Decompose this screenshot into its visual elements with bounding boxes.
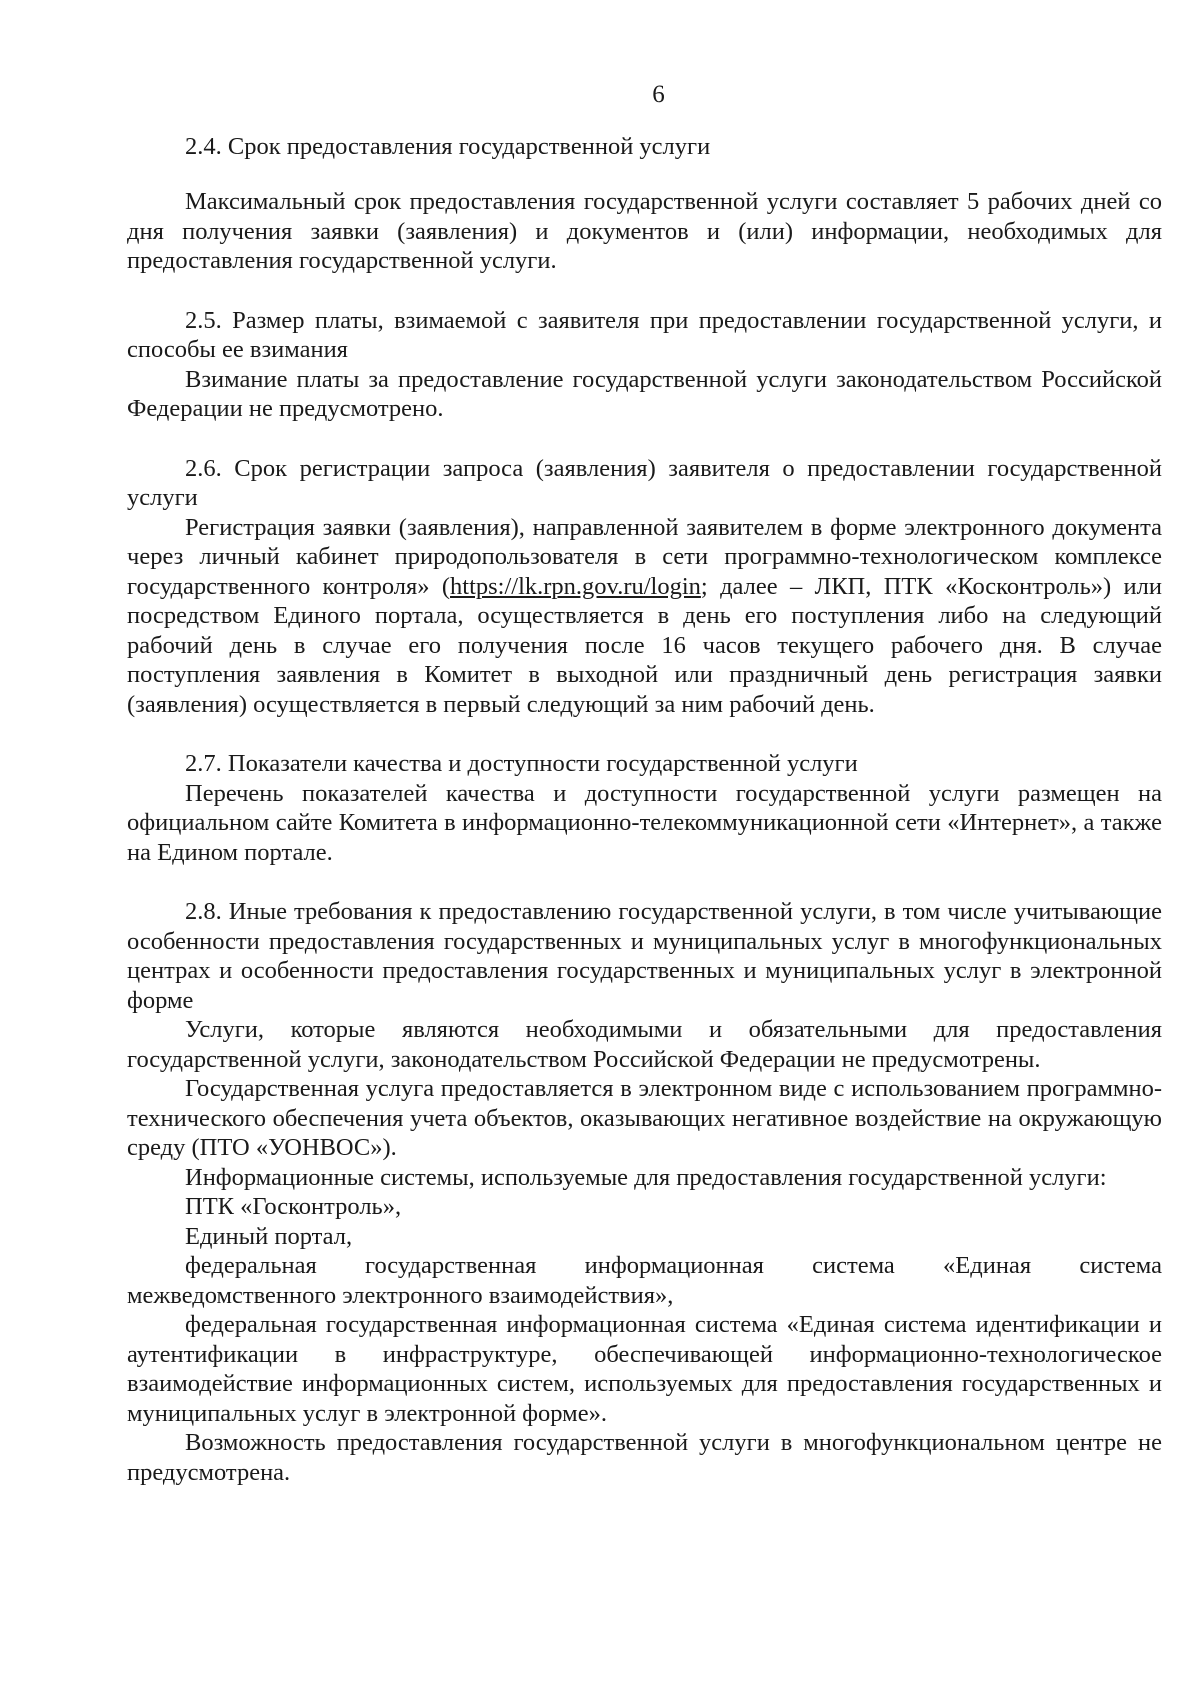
- section-2-8-paragraph-1: Услуги, которые являются необходимыми и обязательными для предоставления государственной услуги, законодательством Российской Федерации не предусмотрены.: [127, 1016, 1162, 1073]
- page-number: 6: [652, 81, 665, 108]
- section-2-5-heading: 2.5. Размер платы, взимаемой с заявителя при предоставлении государственной услуги, и способы ее взимания: [127, 306, 1162, 363]
- section-2-6-paragraph: [127, 513, 1162, 720]
- section-2-6-heading: 2.6. Срок регистрации запроса (заявления) заявителя о предоставлении государственной услуги: [127, 454, 1162, 511]
- section-2-8-paragraph-3: Информационные системы, используемые для предоставления государственной услуги:: [185, 1163, 1107, 1191]
- list-item: федеральная государственная информационная система «Единая система идентификации и аутентификации в инфраструктуре, обеспечивающей информационно-технологическое взаимодействие информационных систем, используемых для предоставления государственных и муниципальных услуг в электронной форме».: [127, 1311, 1162, 1427]
- registration-link[interactable]: https://lk.rpn.gov.ru/login: [450, 572, 701, 600]
- section-2-8-paragraph-4: Возможность предоставления государственной услуги в многофункциональном центре не предусмотрена.: [127, 1429, 1162, 1486]
- section-2-6-text-start: Регистрация заявки (заявления), направленной заявителем в форме электронного документа через личный кабинет природопользователя в сети программно-технологическом комплексе государственного контроля» (: [127, 513, 1162, 600]
- section-2-4-heading: 2.4. Срок предоставления государственной услуги: [185, 132, 711, 160]
- document-page: [127, 80, 1162, 1487]
- section-2-7-heading: 2.7. Показатели качества и доступности государственной услуги: [185, 750, 858, 777]
- list-item: федеральная государственная информационная система «Единая система межведомственного электронного взаимодействия»,: [127, 1252, 1162, 1309]
- section-2-6-text-end: ; далее – ЛКП, ПТК «Косконтроль») или посредством Единого портала, осуществляется в день его поступления либо на следующий рабочий день в случае его получения после 16 часов текущего рабочего дня. В случае поступления заявления в Комитет в выходной или праздничный день регистрация заявки (заявления) осуществляется в первый следующий за ним рабочий день.: [127, 572, 1162, 718]
- list-item: ПТК «Госконтроль»,: [185, 1193, 402, 1220]
- section-2-5-paragraph: Взимание платы за предоставление государственной услуги законодательством Российской Федерации не предусмотрено.: [127, 365, 1162, 422]
- section-2-8-paragraph-2: Государственная услуга предоставляется в электронном виде с использованием программно-технического обеспечения учета объектов, оказывающих негативное воздействие на окружающую среду (ПТО «УОНВОС»).: [127, 1075, 1162, 1161]
- section-2-4-paragraph: Максимальный срок предоставления государственной услуги составляет 5 рабочих дней со дня получения заявки (заявления) и документов и (или) информации, необходимых для предоставления государственной услуги.: [127, 188, 1162, 274]
- section-2-8-heading: 2.8. Иные требования к предоставлению государственной услуги, в том числе учитывающие особенности предоставления государственных и муниципальных услуг в многофункциональных центрах и особенности предоставления государственных и муниципальных услуг в электронной форме: [127, 898, 1162, 1014]
- section-2-7-paragraph: Перечень показателей качества и доступности государственной услуги размещен на официальном сайте Комитета в информационно-телекоммуникационной сети «Интернет», а также на Едином портале.: [127, 779, 1162, 866]
- list-item: Единый портал,: [185, 1222, 353, 1250]
